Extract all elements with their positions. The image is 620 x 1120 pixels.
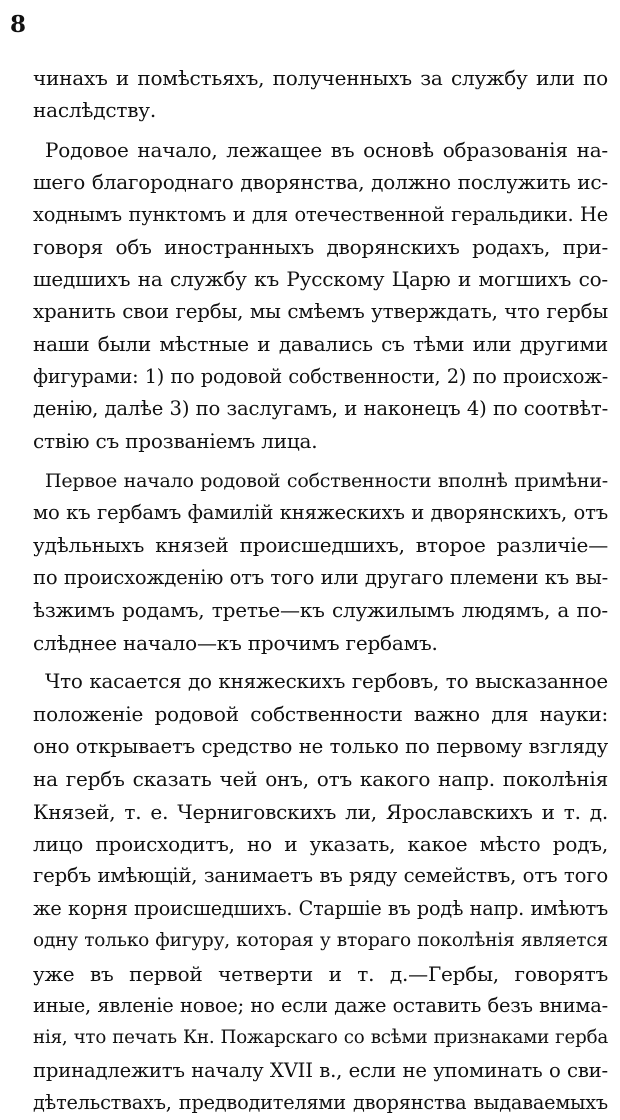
text-line: ходнымъ пунктомъ и для отечественной геральдики. Не xyxy=(33,202,608,226)
text-line: по происхожденію отъ того или другаго племени къ вы- xyxy=(33,565,608,589)
text-line: удѣльныхъ князей происшедшихъ, второе различіе— xyxy=(33,533,608,558)
text-line: говоря объ иностранныхъ дворянскихъ родахъ, при- xyxy=(33,234,608,259)
text-line: на гербъ сказать чей онъ, отъ какого напр. поколѣнія xyxy=(33,767,608,792)
text-line: наслѣдству. xyxy=(33,98,156,123)
body-text xyxy=(33,62,608,1120)
text-line: гербъ имѣющій, занимаетъ въ ряду семействъ, отъ того xyxy=(33,864,608,888)
page-number: 8 xyxy=(10,11,27,38)
text-line: Князей, т. е. Черниговскихъ ли, Ярославскихъ и т. д. xyxy=(33,799,608,824)
text-line: ѣзжимъ родамъ, третье—къ служилымъ людямъ, а по- xyxy=(33,598,608,623)
text-line: фигурами: 1) по родовой собственности, 2) по происхож- xyxy=(33,364,608,388)
text-line: Родовое начало, лежащее въ основѣ образованія на- xyxy=(45,137,608,162)
paragraph-gap xyxy=(33,458,608,465)
text-line: чинахъ и помѣстьяхъ, полученныхъ за службу или по xyxy=(33,66,608,90)
text-line: принадлежитъ началу XVII в., если не упоминать о сви- xyxy=(33,1058,608,1082)
paragraph-gap xyxy=(33,127,608,134)
text-line: наши были мѣстные и давались съ тѣми или другими xyxy=(33,332,608,357)
text-line: уже въ первой четверти и т. д.—Гербы, говорятъ xyxy=(33,961,608,986)
paragraph-4 xyxy=(33,666,608,1119)
text-line: лицо происходитъ, но и указать, какое мѣсто родъ, xyxy=(33,831,608,856)
paragraph-1 xyxy=(33,62,608,127)
text-line: оно открываетъ средство не только по первому взгляду xyxy=(33,734,608,758)
text-line: нія, что печать Кн. Пожарскаго со всѣми признаками герба xyxy=(33,1027,608,1049)
text-line: шего благороднаго дворянства, должно послужить ис- xyxy=(33,170,608,195)
text-line: Что касается до княжескихъ гербовъ, то высказанное xyxy=(45,670,608,694)
text-line: же корня происшедшихъ. Старшіе въ родѣ напр. имѣютъ xyxy=(33,896,608,920)
text-line: дѣтельствахъ, предводителями дворянства выдаваемыхъ xyxy=(33,1091,608,1115)
text-line: одну только фигуру, которая у втораго поколѣнія является xyxy=(33,930,608,952)
paragraph-2 xyxy=(33,134,608,458)
text-line: хранить свои гербы, мы смѣемъ утверждать, что гербы xyxy=(33,299,608,323)
paragraph-3 xyxy=(33,465,608,659)
text-line: денію, далѣе 3) по заслугамъ, и наконецъ 4) по соотвѣт- xyxy=(33,396,608,420)
text-line: мо къ гербамъ фамилій княжескихъ и дворянскихъ, отъ xyxy=(33,501,608,525)
text-line: шедшихъ на службу къ Русскому Царю и могшихъ со- xyxy=(33,267,608,292)
text-line: положеніе родовой собственности важно для науки: xyxy=(33,702,608,727)
text-line: Первое начало родовой собственности вполнѣ примѣни- xyxy=(45,469,608,492)
text-line: ствію съ прозваніемъ лица. xyxy=(33,429,318,454)
paragraph-gap xyxy=(33,659,608,666)
text-line: иные, явленіе новое; но если даже оставить безъ внима- xyxy=(33,993,608,1017)
text-line: слѣднее начало—къ прочимъ гербамъ. xyxy=(33,630,438,655)
